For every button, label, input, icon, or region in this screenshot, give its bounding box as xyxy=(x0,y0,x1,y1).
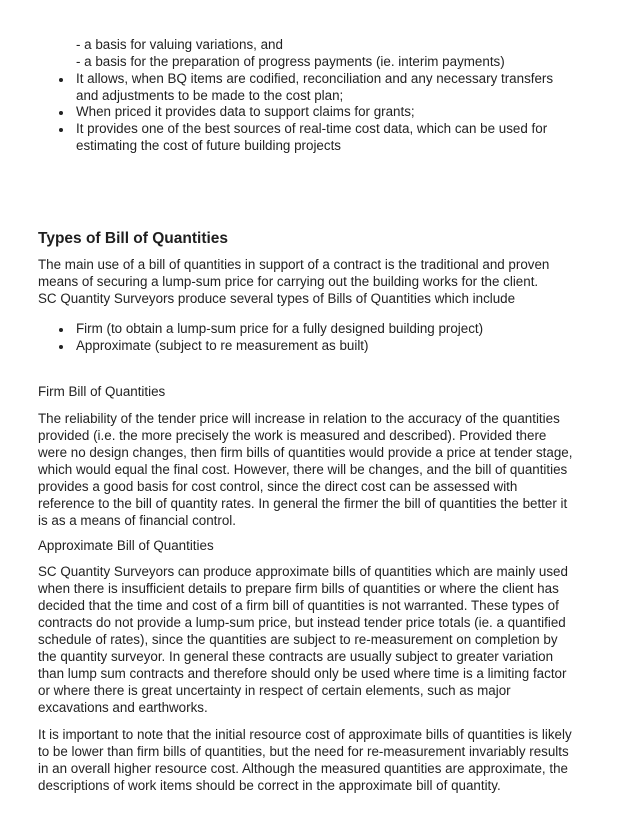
section-heading-firm: Firm Bill of Quantities xyxy=(38,384,166,399)
paragraph-line: The reliability of the tender price will increase in relation to the accuracy of the quantities xyxy=(38,411,560,426)
paragraph-line: It is important to note that the initial resource cost of approximate bills of quantities is likely xyxy=(38,727,572,742)
bullet-icon xyxy=(59,345,63,349)
paragraph-line: SC Quantity Surveyors produce several types of Bills of Quantities which include xyxy=(38,291,516,306)
paragraph-line: were no design changes, then firm bills of quantities would provide a price at tender stage, xyxy=(38,445,573,460)
paragraph-line: provides a good basis for cost control, since the direct cost can be assessed with xyxy=(38,479,518,494)
section-heading-types: Types of Bill of Quantities xyxy=(38,230,229,247)
paragraph-line: decided that the time and cost of a firm bill of quantities is not warranted. These types of xyxy=(38,598,559,613)
paragraph-line: SC Quantity Surveyors can produce approximate bills of quantities which are mainly used xyxy=(38,564,568,579)
paragraph-line: excavations and earthworks. xyxy=(38,700,208,715)
intro-bullet-line: and adjustments to be made to the cost plan; xyxy=(76,88,344,103)
types-bullet-line: Firm (to obtain a lump-sum price for a fully designed building project) xyxy=(76,321,484,336)
paragraph-line: than lump sum contracts and therefore should only be used where time is a limiting factor xyxy=(38,666,567,681)
paragraph-line: is as a means of financial control. xyxy=(38,513,236,528)
intro-sub-line: - a basis for valuing variations, and xyxy=(76,37,283,52)
paragraph-line: contracts do not provide a lump-sum price, but instead tender price totals (ie. a quantified xyxy=(38,615,566,630)
bullet-icon xyxy=(59,78,63,82)
intro-bullet-line: It provides one of the best sources of real-time cost data, which can be used for xyxy=(76,121,548,136)
bullet-icon xyxy=(59,328,63,332)
intro-bullet-line: When priced it provides data to support claims for grants; xyxy=(76,104,415,119)
bullet-icon xyxy=(59,111,63,115)
paragraph-line: in an overall higher resource cost. Although the measured quantities are approximate, the xyxy=(38,761,568,776)
paragraph-line: or where there is great uncertainty in respect of certain elements, such as major xyxy=(38,683,511,698)
paragraph-line: provided (i.e. the more precisely the work is measured and described). Provided there xyxy=(38,428,547,443)
bullet-icon xyxy=(59,128,63,132)
paragraph-line: descriptions of work items should be correct in the approximate bill of quantity. xyxy=(38,778,501,793)
intro-sub-line: - a basis for the preparation of progress payments (ie. interim payments) xyxy=(76,54,505,69)
paragraph-line: which would equal the final cost. However, there will be changes, and the bill of quantities xyxy=(38,462,568,477)
types-bullet-line: Approximate (subject to re measurement as built) xyxy=(76,338,369,353)
paragraph-line: means of securing a lump-sum price for carrying out the building works for the client. xyxy=(38,274,539,289)
paragraph-line: schedule of rates), since the quantities are subject to re-measurement on completion by xyxy=(38,632,558,647)
paragraph-line: reference to the bill of quantity rates. In general the firmer the bill of quantities the better it xyxy=(38,496,568,511)
paragraph-line: when there is insufficient details to prepare firm bills of quantities or where the client has xyxy=(38,581,559,596)
section-heading-approximate: Approximate Bill of Quantities xyxy=(38,538,214,553)
intro-bullet-line: It allows, when BQ items are codified, reconciliation and any necessary transfers xyxy=(76,71,554,86)
intro-bullet-line: estimating the cost of future building projects xyxy=(76,138,341,153)
paragraph-line: the quantity surveyor. In general these contracts are usually subject to greater variation xyxy=(38,649,554,664)
paragraph-line: to be lower than firm bills of quantities, but the need for re-measurement invariably results xyxy=(38,744,569,759)
paragraph-line: The main use of a bill of quantities in support of a contract is the traditional and proven xyxy=(38,257,550,272)
